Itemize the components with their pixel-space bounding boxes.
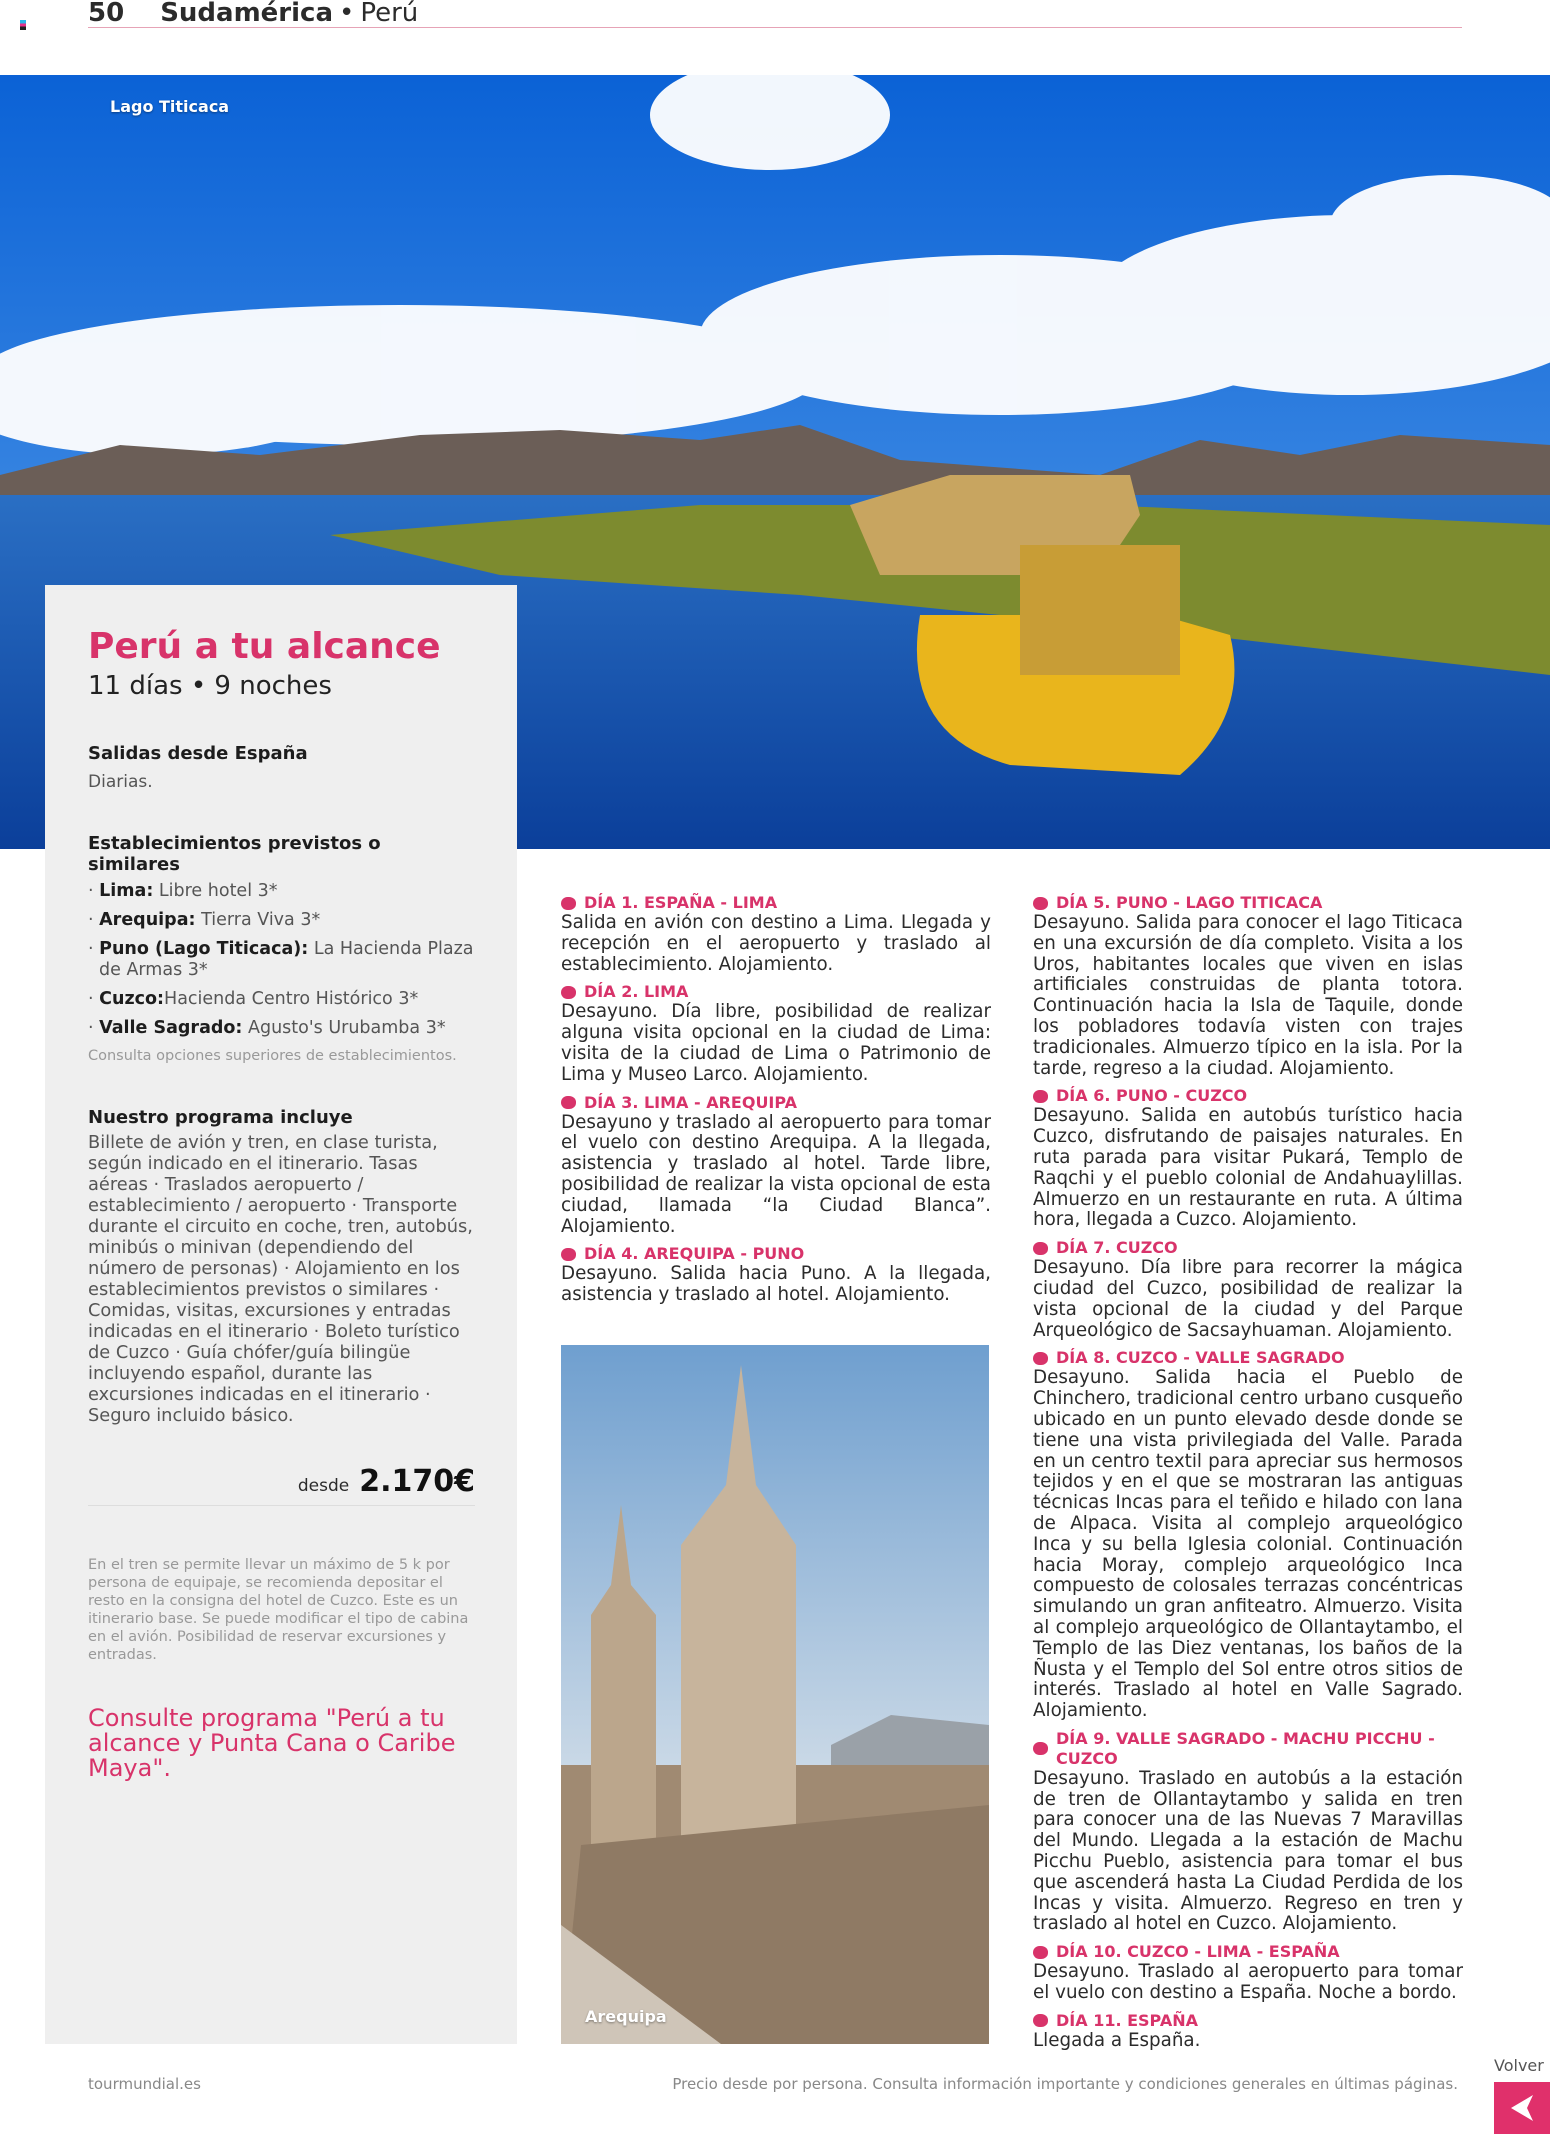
day-description: Desayuno. Salida hacia el Pueblo de Chinchero, tradicional centro urbano cusqueño ubicado en un punto elevado desde donde se tiene una vista privilegiada del Valle. Parada en un centro textil para apreciar sus hermosos tejidos y en el que se mostraran las antiguas técnicas Incas para el teñido e hilado con lana de Alpaca. Visita al complejo arqueológico Inca y su bella Iglesia colonial. Continuación hacia Moray, complejo arqueológico Inca compuesto de colosales terrazas concéntricas simulando un gran anfiteatro. Almuerzo. Visita al complejo arqueológico de Ollantaytambo, el Templo de las Diez ventanas, los baños de la Ñusta y el Templo del Sol entre otros sitios de interés. Traslado al hotel en Valle Sagrado. Alojamiento. bbox=[1033, 1367, 1463, 1722]
day-heading bbox=[1033, 1729, 1463, 1769]
day-marker-icon bbox=[561, 986, 576, 999]
day-description: Salida en avión con destino a Lima. Llegada y recepción en el aeropuerto y traslado al establecimiento. Alojamiento. bbox=[561, 912, 991, 975]
hotel-item: · Lima: Libre hotel 3* bbox=[88, 881, 278, 901]
day-marker-icon bbox=[1033, 897, 1048, 910]
day-description: Desayuno. Día libre, posibilidad de realizar alguna visita opcional en la ciudad de Lima: visita de la ciudad de Lima o Patrimonio de Lima y Museo Larco. Alojamiento. bbox=[561, 1001, 991, 1085]
day-title: DÍA 11. ESPAÑA bbox=[1056, 2010, 1198, 2030]
day-marker-icon bbox=[561, 897, 576, 910]
day-heading bbox=[561, 1093, 991, 1113]
day-description: Desayuno. Salida hacia Puno. A la llegada, asistencia y traslado al hotel. Alojamiento. bbox=[561, 1263, 991, 1306]
day-heading bbox=[561, 893, 991, 913]
region-label: Sudamérica bbox=[160, 0, 333, 28]
day-title: DÍA 2. LIMA bbox=[584, 982, 689, 1002]
day-marker-icon bbox=[1033, 1352, 1048, 1365]
day-description: Llegada a España. bbox=[1033, 2029, 1201, 2051]
day-heading bbox=[561, 1244, 991, 1264]
arrow-left-icon bbox=[1509, 2093, 1535, 2123]
includes-heading: Nuestro programa incluye bbox=[88, 1107, 353, 1128]
day-description: Desayuno. Salida para conocer el lago Titicaca en una excursión de día completo. Visita a los Uros, habitantes locales que viven en islas artificiales construidas de planta totora. Continuación hacia la Isla de Taquile, donde los pobladores todavía visten con trajes tradicionales. Almuerzo típico en la isla. Por la tarde, regreso a la ciudad. Alojamiento. bbox=[1033, 912, 1463, 1079]
footer-disclaimer: Precio desde por persona. Consulta información importante y condiciones generales en últimas páginas. bbox=[672, 2075, 1458, 2093]
related-program-link[interactable]: Consulte programa "Perú a tu alcance y Punta Cana o Caribe Maya". bbox=[88, 1704, 456, 1782]
hotel-item: · Puno (Lago Titicaca): La Hacienda Plaza de Armas 3* bbox=[88, 939, 474, 980]
trip-summary-panel bbox=[45, 585, 517, 2044]
itinerary-day bbox=[561, 1093, 991, 1238]
day-title: DÍA 6. PUNO - CUZCO bbox=[1056, 1086, 1248, 1106]
hotel-name: Agusto's Urubamba 3* bbox=[242, 1018, 446, 1038]
day-title: DÍA 5. PUNO - LAGO TITICACA bbox=[1056, 893, 1323, 912]
day-title: DÍA 8. CUZCO - VALLE SAGRADO bbox=[1056, 1348, 1345, 1368]
photo-caption: Arequipa bbox=[585, 2007, 667, 2026]
day-marker-icon bbox=[561, 1248, 576, 1261]
day-heading bbox=[1033, 893, 1463, 913]
departures-heading: Salidas desde España bbox=[88, 743, 308, 764]
includes-text: Billete de avión y tren, en clase turista, según indicado en el itinerario. Tasas aéreas · Traslados aeropuerto / establecimiento / aeropuerto · Transporte durante el circuito en coche, tren, autobús, minibús o minivan (dependiendo del número de personas) · Alojamiento en los establecimientos previstos o similares · Comidas, visitas, excursiones y entradas indicadas en el itinerario · Boleto turístico de Cuzco · Guía chófer/guía bilingüe incluyendo español, durante las excursiones indicadas en el itinerario · Seguro incluido básico. bbox=[88, 1132, 473, 1426]
day-title: DÍA 9. VALLE SAGRADO - MACHU PICCHU - CUZCO bbox=[1056, 1728, 1435, 1768]
day-heading bbox=[1033, 1086, 1463, 1106]
trip-duration: 11 días • 9 noches bbox=[88, 671, 332, 701]
day-title: DÍA 4. AREQUIPA - PUNO bbox=[584, 1244, 805, 1264]
day-marker-icon bbox=[561, 1096, 576, 1109]
print-color-marks bbox=[20, 20, 26, 30]
hotels-list bbox=[88, 881, 475, 1039]
hotel-city: Arequipa: bbox=[99, 910, 196, 930]
price-amount: 2.170€ bbox=[359, 1464, 475, 1499]
hotel-city: Cuzco: bbox=[99, 989, 165, 1009]
day-title: DÍA 10. CUZCO - LIMA - ESPAÑA bbox=[1056, 1942, 1340, 1962]
day-description: Desayuno. Salida en autobús turístico hacia Cuzco, disfrutando de paisajes naturales. En ruta parada para visitar Pukará, Templo de Raqchi y el pueblo colonial de Andahuaylillas. Almuerzo en un restaurante en ruta. A última hora, llegada a Cuzco. Alojamiento. bbox=[1033, 1105, 1463, 1231]
hotels-heading: Establecimientos previstos o similares bbox=[88, 833, 381, 875]
itinerary-day bbox=[1033, 1942, 1463, 2004]
itinerary-day bbox=[1033, 1348, 1463, 1722]
itinerary-day bbox=[561, 893, 991, 975]
itinerary-day bbox=[1033, 1729, 1463, 1935]
footer-site: tourmundial.es bbox=[88, 2075, 201, 2093]
day-heading bbox=[1033, 1942, 1463, 1962]
itinerary-day bbox=[1033, 2011, 1463, 2052]
country-label: Perú bbox=[360, 0, 419, 28]
hotel-name: Tierra Viva 3* bbox=[195, 910, 321, 930]
hotel-name: La Hacienda Plaza de Armas 3* bbox=[99, 939, 474, 980]
hotel-name: Libre hotel 3* bbox=[153, 881, 278, 901]
trip-title: Perú a tu alcance bbox=[88, 626, 441, 667]
itinerary-day bbox=[561, 1244, 991, 1306]
header-separator: • bbox=[339, 0, 355, 28]
day-heading bbox=[1033, 1348, 1463, 1368]
back-label: Volver bbox=[1494, 2056, 1544, 2075]
day-marker-icon bbox=[1033, 1090, 1048, 1103]
page-number: 50 bbox=[88, 0, 125, 28]
day-title: DÍA 3. LIMA - AREQUIPA bbox=[584, 1092, 798, 1112]
itinerary-day bbox=[1033, 893, 1463, 1079]
hotels-note: Consulta opciones superiores de establecimientos. bbox=[88, 1048, 457, 1064]
day-description: Desayuno y traslado al aeropuerto para tomar el vuelo con destino Arequipa. A la llegada, asistencia y traslado al hotel. Tarde libre, posibilidad de realizar la vista opcional de esta ciudad, llamada “la Ciudad Blanca”. Alojamiento. bbox=[561, 1111, 991, 1237]
itinerary-day bbox=[1033, 1238, 1463, 1341]
itinerary-column-1 bbox=[561, 893, 991, 1313]
fine-print: En el tren se permite llevar un máximo de 5 k por persona de equipaje, se recomienda depositar el resto en la consigna del hotel de Cuzco. Este es un itinerario base. Se puede modificar el tipo de cabina en el avión. Posibilidad de reservar excursiones y entradas. bbox=[88, 1557, 469, 1663]
day-heading bbox=[1033, 1238, 1463, 1258]
day-title: DÍA 1. ESPAÑA - LIMA bbox=[584, 893, 778, 912]
page-header bbox=[88, 0, 1462, 28]
day-heading bbox=[561, 982, 991, 1002]
day-marker-icon bbox=[1033, 2014, 1048, 2027]
day-heading bbox=[1033, 2011, 1463, 2031]
photo-arequipa-cathedral bbox=[561, 1345, 989, 2044]
hotel-city: Puno (Lago Titicaca): bbox=[99, 939, 309, 959]
itinerary-day bbox=[561, 982, 991, 1085]
day-description: Desayuno. Traslado en autobús a la estación de tren de Ollantaytambo y salida en tren para conocer una de las Nuevas 7 Maravillas del Mundo. Llegada a la estación de Machu Picchu Pueblo, asistencia para tomar el bus que ascenderá hasta La Ciudad Perdida de los Incas y visita. Almuerzo. Regreso en tren y traslado al hotel en Cuzco. Alojamiento. bbox=[1033, 1767, 1463, 1935]
hotel-city: Valle Sagrado: bbox=[99, 1018, 243, 1038]
itinerary-column-2 bbox=[1033, 893, 1463, 2059]
day-marker-icon bbox=[1033, 1946, 1048, 1959]
hotel-city: Lima: bbox=[99, 881, 154, 901]
day-marker-icon bbox=[1033, 1242, 1048, 1255]
back-button[interactable] bbox=[1494, 2082, 1550, 2134]
itinerary-day bbox=[1033, 1086, 1463, 1231]
hotel-item: · Cuzco:Hacienda Centro Histórico 3* bbox=[88, 989, 419, 1009]
price-row bbox=[88, 1464, 475, 1506]
day-marker-icon bbox=[1033, 1742, 1048, 1755]
price-prefix: desde bbox=[297, 1476, 350, 1496]
hotel-item: · Valle Sagrado: Agusto's Urubamba 3* bbox=[88, 1018, 446, 1038]
departures-text: Diarias. bbox=[88, 772, 153, 792]
hotel-item: · Arequipa: Tierra Viva 3* bbox=[88, 910, 321, 930]
hero-caption: Lago Titicaca bbox=[110, 97, 230, 116]
day-description: Desayuno. Traslado al aeropuerto para tomar el vuelo con destino a España. Noche a bordo. bbox=[1033, 1961, 1463, 2004]
day-description: Desayuno. Día libre para recorrer la mágica ciudad del Cuzco, posibilidad de realizar la vista opcional de la ciudad y del Parque Arqueológico de Sacsayhuaman. Alojamiento. bbox=[1033, 1257, 1463, 1341]
day-title: DÍA 7. CUZCO bbox=[1056, 1238, 1178, 1258]
hotel-name: Hacienda Centro Histórico 3* bbox=[164, 989, 419, 1009]
